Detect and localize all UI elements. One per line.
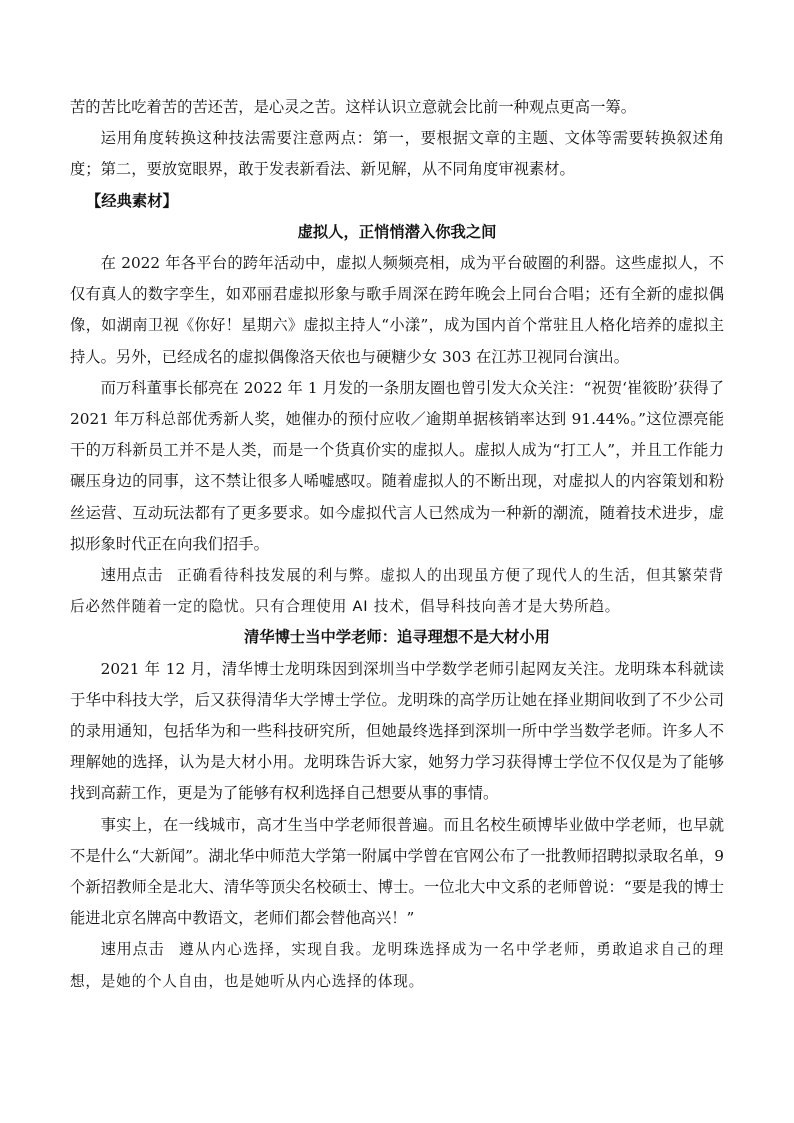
- article-1-title: 虚拟人，正悄悄潜入你我之间: [297, 222, 497, 241]
- article-2-paragraph-2: 事实上，在一线城市，高才生当中学老师很普遍。而且名校生硕博毕业做中学老师，也早就不是什么“大新闻”。湖北华中师范大学第一附属中学曾在官网公布了一批教师招聘拟录取名单，9 个新招教师全是北大、清华等顶尖名校硕士、博士。一位北大中文系的老师曾说：“要是我的博士能进北京名牌高中教语文，老师们都会替他高兴！”: [70, 815, 724, 928]
- document-page: [70, 92, 724, 997]
- article-2-paragraph-1: 2021 年 12 月，清华博士龙明珠因到深圳当中学数学老师引起网友关注。龙明珠本科就读于华中科技大学，后又获得清华大学博士学位。龙明珠的高学历让她在择业期间收到了不少公司的录用通知，包括华为和一些科技研究所，但她最终选择到深圳一所中学当数学老师。许多人不理解她的选择，认为是大材小用。龙明珠告诉大家，她努力学习获得博士学位不仅仅是为了能够找到高薪工作，更是为了能够有权利选择自己想要从事的事情。: [70, 659, 724, 803]
- section-label: 【经典素材】: [86, 191, 178, 210]
- comment-label: 速用点击: [100, 566, 163, 585]
- article-1-paragraph-1: 在 2022 年各平台的跨年活动中，虚拟人频频亮相，成为平台破圈的利器。这些虚拟人，不仅有真人的数字孪生，如邓丽君虚拟形象与歌手周深在跨年晚会上同台合唱；还有全新的虚拟偶像，如湖南卫视《你好！星期六》虚拟主持人“小漾”，成为国内首个常驻且人格化培养的虚拟主持人。另外，已经成名的虚拟偶像洛天依也与硬糖少女 303 在江苏卫视同台演出。: [70, 254, 724, 366]
- article-1-comment: [70, 560, 724, 622]
- intro-paragraph-2: 运用角度转换这种技法需要注意两点：第一，要根据文章的主题、文体等需要转换叙述角度；第二，要放宽眼界，敢于发表新看法、新见解，从不同角度审视素材。: [70, 129, 724, 179]
- article-1-paragraph-2: 而万科董事长郁亮在 2022 年 1 月发的一条朋友圈也曾引发大众关注：“祝贺‘崔筱盼’获得了 2021 年万科总部优秀新人奖，她催办的预付应收／逾期单据核销率达到 91.44%。”这位漂亮能干的万科新员工并不是人类，而是一个货真价实的虚拟人。虚拟人成为“打工人”，并且工作能力碾压身边的同事，这不禁让很多人唏嘘感叹。随着虚拟人的不断出现，对虚拟人的内容策划和粉丝运营、互动玩法都有了更多要求。如今虚拟代言人已然成为一种新的潮流，随着技术进步，虚拟形象时代正在向我们招手。: [70, 378, 724, 553]
- article-2-comment: [70, 934, 724, 996]
- article-2-title: 清华博士当中学老师：追寻理想不是大材小用: [244, 628, 550, 647]
- article-1: [70, 217, 724, 623]
- comment-label: 速用点击: [100, 940, 165, 959]
- comment-text: 遵从内心选择，实现自我。龙明珠选择成为一名中学老师，勇敢追求自己的理想，是她的个人自由，也是她听从内心选择的体现。: [70, 941, 724, 990]
- comment-text: 正确看待科技发展的利与弊。虚拟人的出现虽方便了现代人的生活，但其繁荣背后必然伴随着一定的隐忧。只有合理使用 AI 技术，倡导科技向善才是大势所趋。: [70, 567, 724, 616]
- intro-paragraph-1: 苦的苦比吃着苦的苦还苦，是心灵之苦。这样认识立意就会比前一种观点更高一筹。: [70, 98, 636, 116]
- article-2: [70, 622, 724, 996]
